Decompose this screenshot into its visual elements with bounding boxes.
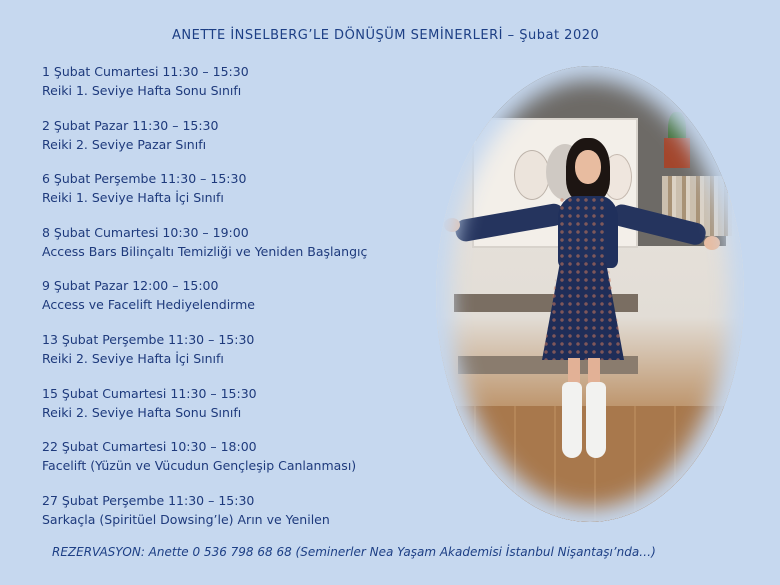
event-date-time: 2 Şubat Pazar 11:30 – 15:30: [42, 117, 219, 133]
event-title: Access ve Facelift Hediyelendirme: [42, 297, 255, 313]
oval-vignette: [436, 66, 744, 522]
event-title: Reiki 2. Seviye Hafta Sonu Sınıfı: [42, 404, 242, 420]
event-schedule: [42, 62, 442, 544]
event-date-time: 9 Şubat Pazar 12:00 – 15:00: [42, 278, 219, 294]
event-title: Reiki 2. Seviye Pazar Sınıfı: [42, 136, 207, 152]
event-date-time: 1 Şubat Cumartesi 11:30 – 15:30: [42, 64, 249, 79]
event-date-time: 15 Şubat Cumartesi 11:30 – 15:30: [42, 385, 257, 401]
event-item: [42, 62, 442, 100]
event-date-time: 6 Şubat Perşembe 11:30 – 15:30: [42, 171, 247, 187]
event-item: [42, 169, 442, 207]
event-date-time: 13 Şubat Perşembe 11:30 – 15:30: [42, 331, 255, 347]
event-item: [42, 384, 442, 422]
event-date-time: 27 Şubat Perşembe 11:30 – 15:30: [42, 492, 255, 508]
event-item: [42, 437, 442, 475]
event-date-time: 8 Şubat Cumartesi 10:30 – 19:00: [42, 224, 249, 240]
event-title: Reiki 1. Seviye Hafta İçi Sınıfı: [42, 190, 224, 206]
event-item: [42, 276, 442, 314]
event-item: [42, 491, 442, 529]
event-item: [42, 116, 442, 154]
presenter-photo: [436, 66, 744, 522]
event-title: Access Bars Bilinçaltı Temizliği ve Yeniden Başlangıç: [42, 243, 368, 259]
event-date-time: 22 Şubat Cumartesi 10:30 – 18:00: [42, 439, 257, 455]
event-title: Reiki 1. Seviye Hafta Sonu Sınıfı: [42, 83, 242, 98]
event-item: [42, 330, 442, 368]
reservation-footer: REZERVASYON: Anette 0 536 798 68 68 (Seminerler Nea Yaşam Akademisi İstanbul Nişantaşı’nda…): [52, 545, 656, 559]
event-item: [42, 223, 442, 261]
event-title: Reiki 2. Seviye Hafta İçi Sınıfı: [42, 350, 224, 366]
event-title: Facelift (Yüzün ve Vücudun Gençleşip Canlanması): [42, 458, 357, 474]
event-title: Sarkaçla (Spiritüel Dowsing’le) Arın ve Yenilen: [42, 511, 330, 527]
page-title: ANETTE İNSELBERG’LE DÖNÜŞÜM SEMİNERLERİ – Şubat 2020: [172, 28, 600, 43]
